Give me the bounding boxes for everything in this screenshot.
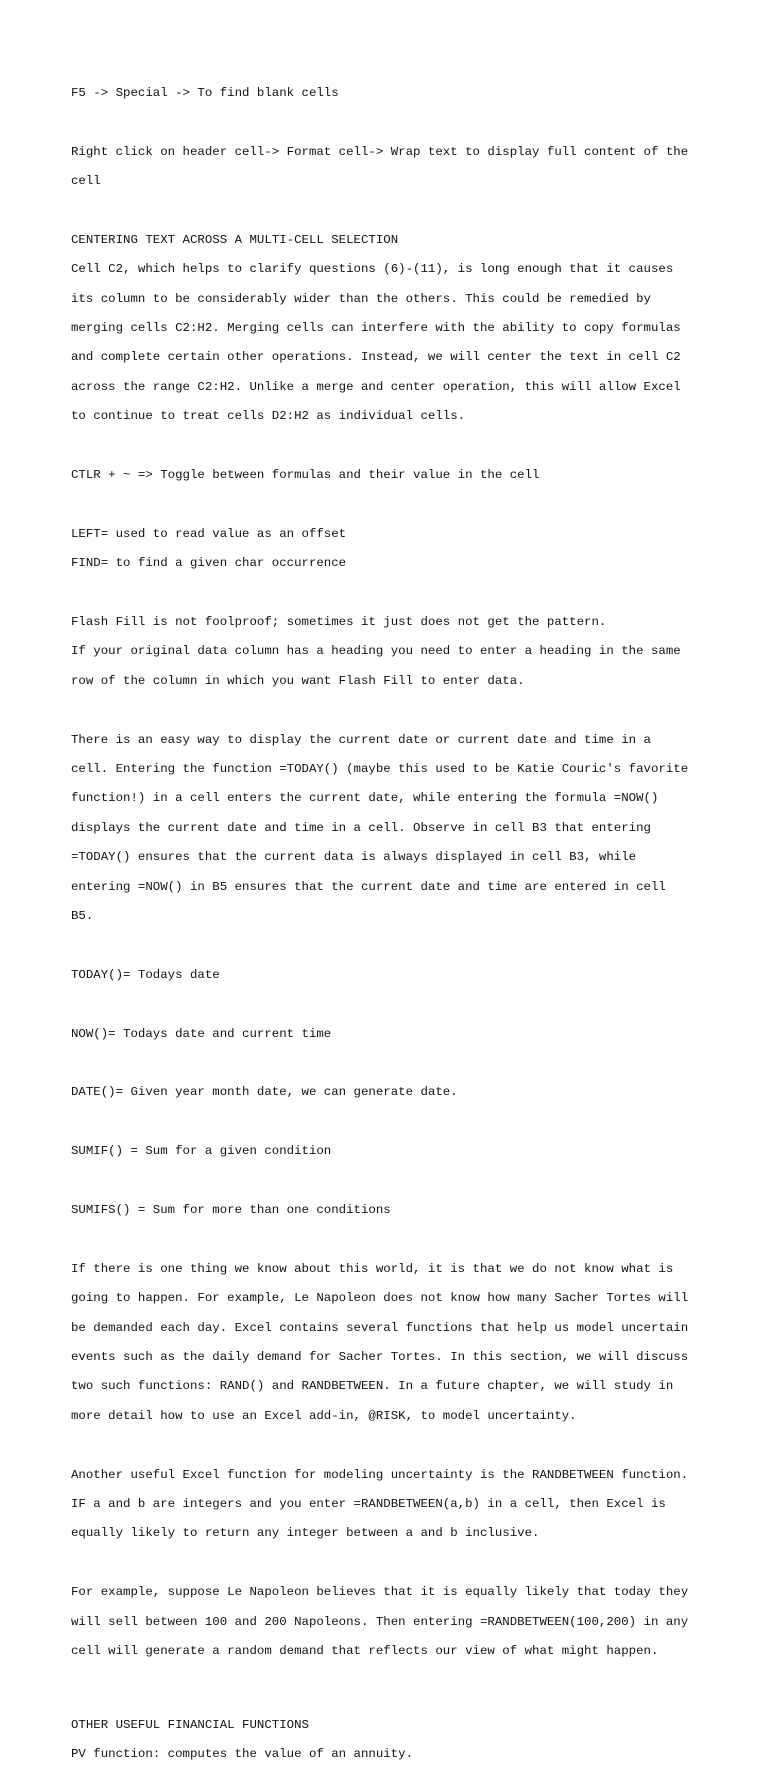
- text-line: CTLR + ~ => Toggle between formulas and their value in the cell: [71, 467, 540, 482]
- text-line: row of the column in which you want Flash Fill to enter data.: [71, 673, 525, 688]
- text-line: function!) in a cell enters the current date, while entering the formula =NOW(): [71, 791, 659, 806]
- text-line: its column to be considerably wider than the others. This could be remedied by: [71, 291, 651, 306]
- text-line: NOW()= Todays date and current time: [71, 1026, 332, 1041]
- paragraph-financial-functions: [71, 1703, 711, 1777]
- text-line: LEFT= used to read value as an offset: [71, 526, 347, 541]
- text-line: There is an easy way to display the current date or current date and time in a: [71, 732, 651, 747]
- text-line: entering =NOW() in B5 ensures that the current date and time are entered in cell: [71, 879, 666, 894]
- paragraph-sumif-def: [71, 1129, 711, 1173]
- text-line: SUMIFS() = Sum for more than one conditions: [71, 1202, 391, 1217]
- text-line: going to happen. For example, Le Napoleon does not know how many Sacher Tortes will: [71, 1291, 689, 1306]
- text-line: cell will generate a random demand that reflects our view of what might happen.: [71, 1644, 659, 1659]
- paragraph-now-def: [71, 1012, 711, 1056]
- text-line: Another useful Excel function for modeling uncertainty is the RANDBETWEEN function.: [71, 1467, 689, 1482]
- text-line: TODAY()= Todays date: [71, 967, 220, 982]
- text-line: B5.: [71, 908, 94, 923]
- text-line: events such as the daily demand for Sacher Tortes. In this section, we will discuss: [71, 1349, 689, 1364]
- paragraph-sumifs-def: [71, 1188, 711, 1232]
- text-line: Flash Fill is not foolproof; sometimes it just does not get the pattern.: [71, 614, 607, 629]
- text-line: equally likely to return any integer between a and b inclusive.: [71, 1526, 540, 1541]
- paragraph-randbetween: [71, 1453, 711, 1556]
- text-line: =TODAY() ensures that the current data is always displayed in cell B3, while: [71, 850, 637, 865]
- paragraph-today-def: [71, 953, 711, 997]
- section-heading: OTHER USEFUL FINANCIAL FUNCTIONS: [71, 1717, 309, 1732]
- text-line: to continue to treat cells D2:H2 as individual cells.: [71, 409, 466, 424]
- text-line: SUMIF() = Sum for a given condition: [71, 1144, 332, 1159]
- paragraph-today-now: [71, 718, 711, 939]
- paragraph-uncertainty: [71, 1247, 711, 1438]
- text-line: more detail how to use an Excel add-in, @RISK, to model uncertainty.: [71, 1408, 577, 1423]
- text-line: cell. Entering the function =TODAY() (maybe this used to be Katie Couric's favorite: [71, 761, 689, 776]
- paragraph-example: [71, 1571, 711, 1674]
- text-line: cell: [71, 173, 101, 188]
- text-line: Cell C2, which helps to clarify questions (6)-(11), is long enough that it causes: [71, 262, 674, 277]
- text-line: F5 -> Special -> To find blank cells: [71, 85, 339, 100]
- text-line: will sell between 100 and 200 Napoleons. Then entering =RANDBETWEEN(100,200) in any: [71, 1614, 689, 1629]
- text-line: If your original data column has a heading you need to enter a heading in the same: [71, 644, 681, 659]
- text-line: If there is one thing we know about this world, it is that we do not know what is: [71, 1261, 674, 1276]
- text-line: displays the current date and time in a cell. Observe in cell B3 that entering: [71, 820, 651, 835]
- paragraph-blank-cells: [71, 71, 711, 115]
- document-page: [71, 71, 711, 1791]
- text-line: across the range C2:H2. Unlike a merge and center operation, this will allow Excel: [71, 379, 681, 394]
- paragraph-centering-text: [71, 218, 711, 439]
- paragraph-wrap-text: [71, 130, 711, 204]
- paragraph-flash-fill: [71, 600, 711, 703]
- text-line: For example, suppose Le Napoleon believes that it is equally likely that today they: [71, 1585, 689, 1600]
- text-line: FIND= to find a given char occurrence: [71, 556, 347, 571]
- paragraph-date-def: [71, 1071, 711, 1115]
- text-line: merging cells C2:H2. Merging cells can interfere with the ability to copy formulas: [71, 320, 681, 335]
- section-heading: CENTERING TEXT ACROSS A MULTI-CELL SELECTION: [71, 232, 399, 247]
- paragraph-left-find: [71, 512, 711, 586]
- text-line: IF a and b are integers and you enter =RANDBETWEEN(a,b) in a cell, then Excel is: [71, 1497, 666, 1511]
- paragraph-toggle-formulas: [71, 453, 711, 497]
- text-line: be demanded each day. Excel contains several functions that help us model uncertain: [71, 1320, 689, 1335]
- text-line: Right click on header cell-> Format cell-> Wrap text to display full content of the: [71, 144, 689, 159]
- text-line: PV function: computes the value of an annuity.: [71, 1746, 414, 1761]
- text-line: and complete certain other operations. Instead, we will center the text in cell C2: [71, 350, 681, 365]
- text-line: two such functions: RAND() and RANDBETWEEN. In a future chapter, we will study in: [71, 1379, 674, 1394]
- text-line: DATE()= Given year month date, we can generate date.: [71, 1085, 458, 1100]
